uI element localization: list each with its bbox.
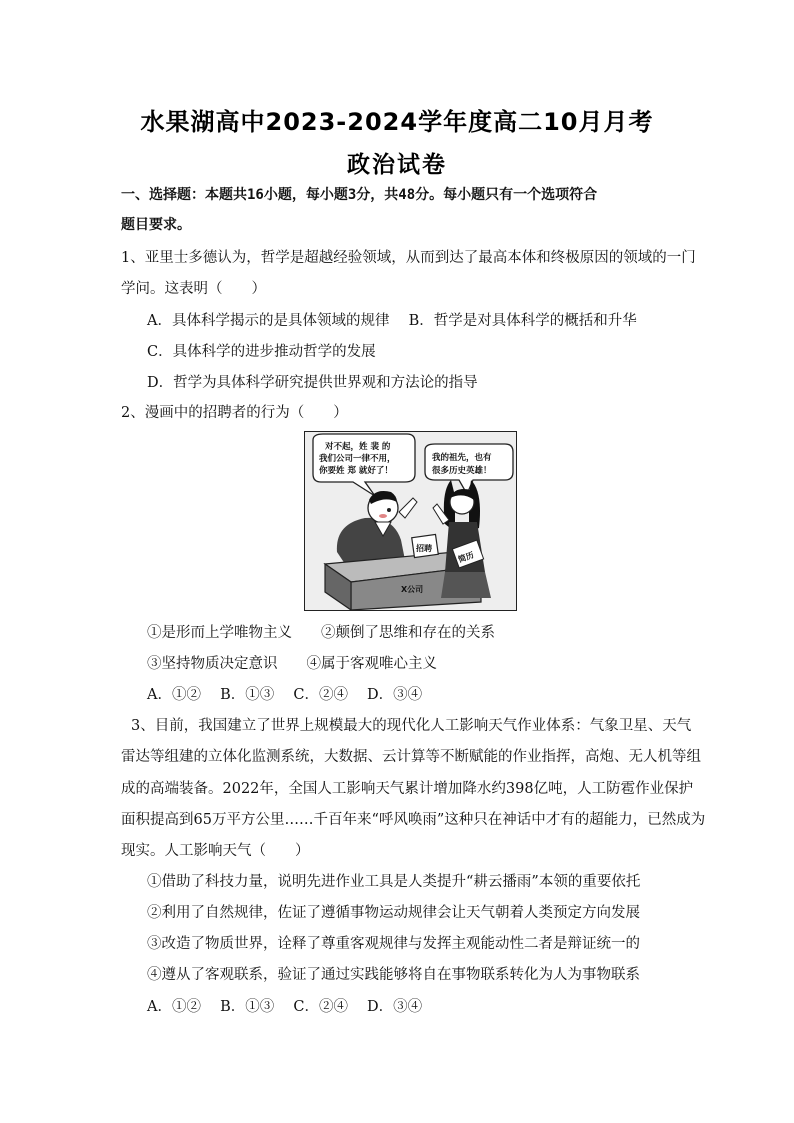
recruit-sign [412,534,439,557]
q3-stem-line5: 现实。人工影响天气（ ） [121,843,310,859]
q2-items-12: ①是形而上学唯物主义 ②颠倒了思维和存在的关系 [147,625,495,641]
left-bubble-line2: 我们公司一律不用， [319,454,396,464]
q1-stem-line2: 学问。这表明（ ） [121,281,266,297]
sign-label: 招聘 [416,544,432,553]
desk-label: X公司 [401,585,424,594]
left-bubble-line1: 对不起，姓 裴 的 [325,442,391,452]
cartoon-illustration [305,432,516,610]
q1-stem-line1: 1、亚里士多德认为，哲学是超越经验领域，从而到达了最高本体和终极原因的领域的一门 [121,250,696,266]
q3-stem-line1: 3、目前，我国建立了世界上规模最大的现代化人工影响天气作业体系：气象卫星、天气 [131,718,692,734]
q1-option-d: D．哲学为具体科学研究提供世界观和方法论的指导 [147,375,478,391]
q3-item2: ②利用了自然规律，佐证了遵循事物运动规律会让天气朝着人类预定方向发展 [147,905,640,921]
q2-cartoon [304,431,517,611]
left-bubble-line3: 你要姓 郑 就好了！ [319,466,393,476]
q2-items-34: ③坚持物质决定意识 ④属于客观唯心主义 [147,656,437,672]
exam-subtitle: 政治试卷 [347,152,447,178]
right-bubble-line2: 很多历史英雄！ [432,466,492,476]
q3-stem-line3: 成的高端装备。2022年，全国人工影响天气累计增加降水约398亿吨，人工防雹作业保护 [121,781,694,797]
q3-stem-line2: 雷达等组建的立体化监测系统，大数据、云计算等不断赋能的作业指挥，高炮、无人机等组 [121,749,701,765]
section-heading-line1: 一、选择题：本题共16小题，每小题3分，共48分。每小题只有一个选项符合 [121,187,598,203]
q1-options-ab: A．具体科学揭示的是具体领域的规律 B．哲学是对具体科学的概括和升华 [147,313,637,329]
q3-item1: ①借助了科技力量，说明先进作业工具是人类提升“耕云播雨”本领的重要依托 [147,874,641,890]
exam-title: 水果湖高中2023-2024学年度高二10月月考 [140,108,654,136]
q3-item4: ④遵从了客观联系，验证了通过实践能够将自在事物联系转化为人为事物联系 [147,967,640,983]
q2-stem: 2、漫画中的招聘者的行为（ ） [121,405,348,421]
q1-option-c: C．具体科学的进步推动哲学的发展 [147,344,376,360]
q3-stem-line4: 面积提高到65万平方公里……千百年来“呼风唤雨”这种只在神话中才有的超能力，已然成为 [121,812,706,828]
section-heading-line2: 题目要求。 [121,217,191,233]
q2-choices: A．①② B．①③ C．②④ D．③④ [147,687,423,703]
q3-item3: ③改造了物质世界，诠释了尊重客观规律与发挥主观能动性二者是辩证统一的 [147,936,640,952]
q3-choices: A．①② B．①③ C．②④ D．③④ [147,999,423,1015]
resume-label: 简历 [456,550,476,565]
right-bubble-line1: 我的祖先，也有 [432,453,492,463]
